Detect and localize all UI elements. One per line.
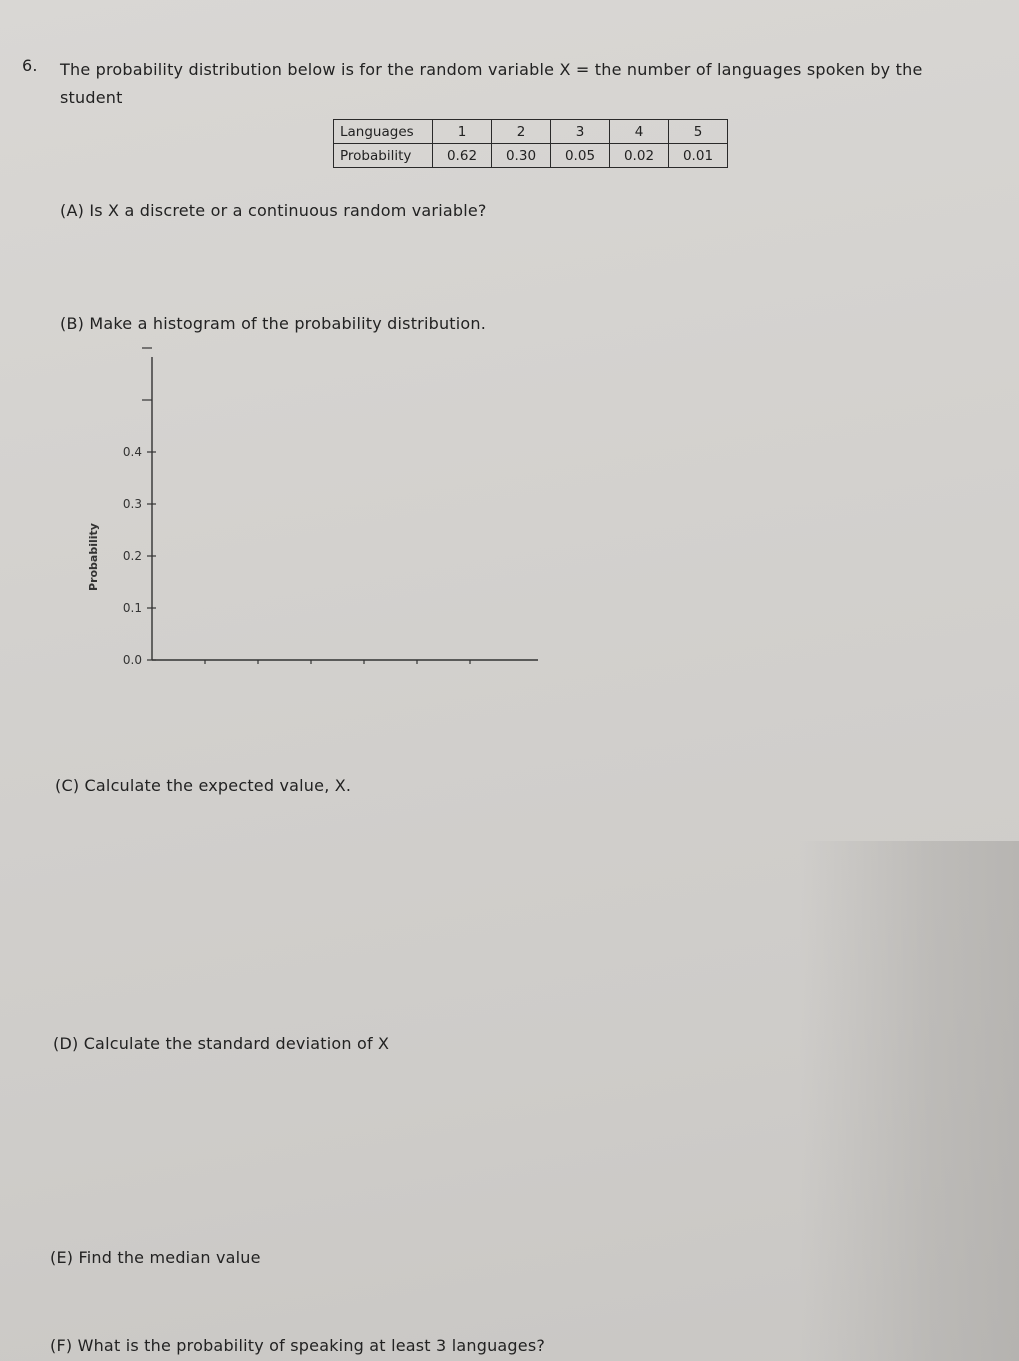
probability-cell: 0.62	[433, 144, 492, 168]
question-text: The probability distribution below is for the random variable X = the number of languages spoken by the student	[60, 60, 923, 107]
language-cell: 1	[433, 120, 492, 144]
histogram-chart	[70, 345, 550, 675]
language-cell: 3	[551, 120, 610, 144]
y-axis-label: Probability	[87, 523, 100, 591]
language-cell: 2	[492, 120, 551, 144]
probability-cell: 0.05	[551, 144, 610, 168]
probability-cell: 0.30	[492, 144, 551, 168]
y-tick-label: 0.3	[122, 497, 142, 511]
y-tick-label: 0.0	[122, 653, 142, 667]
languages-header: Languages	[334, 120, 433, 144]
y-ticks	[123, 348, 156, 667]
question-number: 6.	[22, 56, 38, 75]
probability-row	[334, 144, 728, 168]
y-tick-label: 0.4	[122, 445, 142, 459]
languages-row	[334, 120, 728, 144]
chart-axes	[152, 357, 538, 660]
photo-shadow	[799, 841, 1019, 1361]
part-b-question: (B) Make a histogram of the probability distribution.	[60, 314, 487, 333]
probability-cell: 0.02	[610, 144, 669, 168]
part-c-question: (C) Calculate the expected value, X.	[55, 776, 352, 795]
probability-table	[333, 119, 728, 168]
y-tick-label: 0.1	[122, 601, 142, 615]
part-e-question: (E) Find the median value	[50, 1248, 261, 1267]
probability-cell: 0.01	[669, 144, 728, 168]
part-a-question: (A) Is X a discrete or a continuous random variable?	[60, 201, 487, 220]
part-d-question: (D) Calculate the standard deviation of X	[53, 1034, 390, 1053]
language-cell: 4	[610, 120, 669, 144]
probability-header: Probability	[334, 144, 433, 168]
part-f-question: (F) What is the probability of speaking at least 3 languages?	[50, 1336, 546, 1355]
language-cell: 5	[669, 120, 728, 144]
y-tick-label: 0.2	[122, 549, 142, 563]
